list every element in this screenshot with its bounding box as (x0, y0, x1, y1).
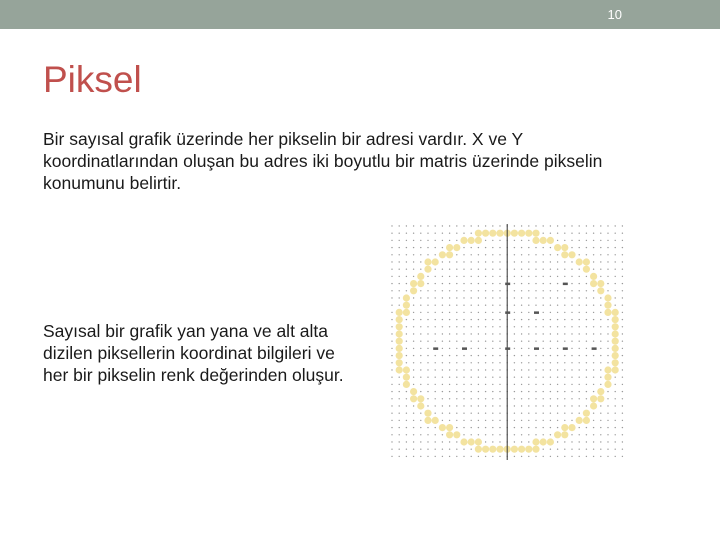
paragraph-digital-graphic: Sayısal bir grafik yan yana ve alt alta dizilen piksellerin koordinat bilgileri ve her bir pikselin renk değerinden oluşur. (43, 321, 344, 385)
pixel-grid-svg (388, 222, 628, 462)
paragraph-pixel-address: Bir sayısal grafik üzerinde her pikselin bir adresi vardır. X ve Y koordinatlarından oluşan bu adres iki boyutlu bir matris üzerinde pikselin konumunu belirtir. (43, 129, 603, 193)
slide-number: 10 (607, 7, 622, 22)
slide-title: Piksel (43, 59, 142, 100)
pixel-grid-figure (388, 222, 628, 462)
top-bar (0, 0, 720, 29)
reference-marks (433, 283, 596, 350)
